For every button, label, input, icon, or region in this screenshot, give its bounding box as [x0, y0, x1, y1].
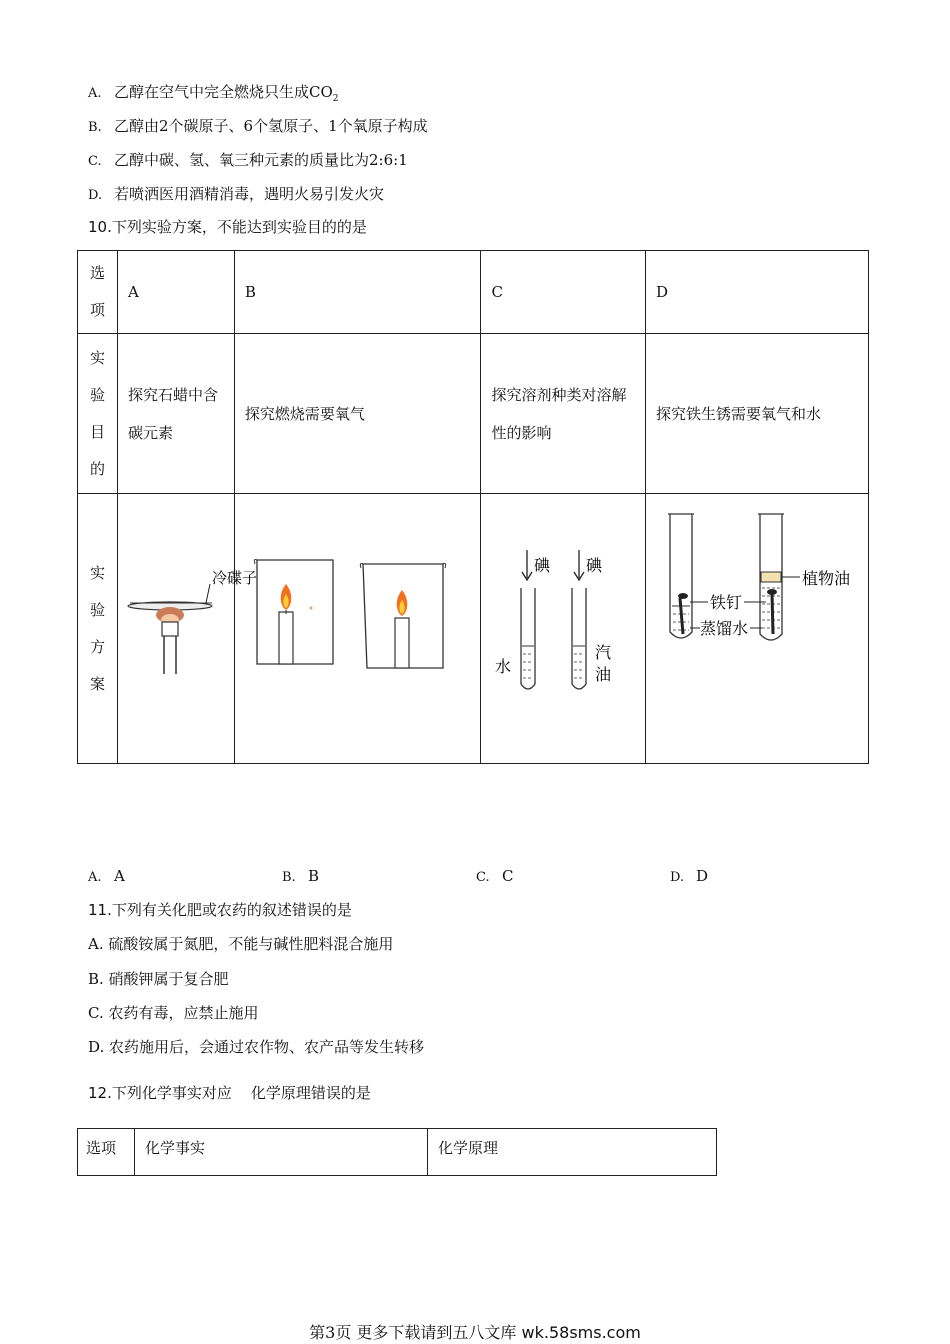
q12-table [77, 1128, 717, 1176]
purpose-d: 探究铁生锈需要氧气和水 [656, 404, 822, 423]
option-text: 若喷洒医用酒精消毒，遇明火易引发火灾 [114, 185, 385, 203]
row-head-option: 选项 [89, 264, 105, 319]
water-label: 水 [495, 657, 512, 676]
option-text: C [502, 867, 514, 885]
table-row-purpose [78, 334, 869, 494]
option-text: 乙醇在空气中完全燃烧只生成CO [114, 83, 333, 101]
option-letter: C. [476, 870, 490, 885]
q12-header-principle: 化学原理 [428, 1129, 717, 1176]
q12-stem: 12.下列化学事实对应 化学原理错误的是 [88, 1084, 371, 1102]
page-footer [0, 1320, 950, 1343]
q9-option-d [88, 184, 384, 206]
column-b-head: B [234, 251, 481, 334]
option-letter: D. [88, 188, 103, 203]
iron-nail-label: 铁钉 [710, 593, 743, 612]
q12-header-option: 选项 [78, 1129, 135, 1176]
option-letter: A. [88, 870, 102, 885]
option-text: 乙醇由2个碳原子、6个氢原子、1个氧原子构成 [114, 117, 428, 135]
q10-answer-b [282, 866, 319, 888]
q10-stem: 10.下列实验方案，不能达到实验目的的是 [88, 218, 367, 236]
purpose-b: 探究燃烧需要氧气 [244, 404, 365, 423]
candle-beaker-diagram [235, 494, 471, 759]
q10-answer-d [670, 866, 708, 888]
footer-text: 第3页 更多下载请到五八文库 [309, 1323, 517, 1342]
row-head-purpose: 实验目的 [89, 348, 105, 478]
iron-rust-diagram [646, 494, 868, 759]
option-letter: B. [88, 120, 102, 135]
option-text: 乙醇中碳、氢、氧三种元素的质量比为2:6:1 [114, 151, 408, 169]
q9-option-c [88, 150, 408, 172]
column-c-head: C [481, 251, 646, 334]
option-text: D [696, 867, 709, 885]
candle-plate-diagram [118, 494, 257, 759]
iodine-label-2: 碘 [586, 556, 603, 575]
option-letter: C. [88, 154, 102, 169]
table-row [78, 1129, 717, 1176]
iodine-solvent-diagram [481, 494, 635, 759]
purpose-a: 探究石蜡中含碳元素 [127, 385, 218, 442]
table-row-scheme [78, 494, 869, 764]
q10-table [77, 250, 869, 764]
row-head-scheme: 实验方案 [89, 563, 105, 693]
table-row-options [78, 251, 869, 334]
option-letter: A. [88, 86, 102, 101]
purpose-c: 探究溶剂种类对溶解性的影响 [491, 385, 627, 442]
footer-site: wk.58sms.com [521, 1323, 641, 1342]
vegetable-oil-label: 植物油 [802, 569, 851, 588]
gasoline-label-1: 汽 [595, 643, 612, 662]
q10-answer-a [88, 866, 125, 888]
column-a-head: A [117, 251, 234, 334]
cold-plate-label: 冷碟子 [211, 569, 257, 587]
distilled-water-label: 蒸馏水 [700, 619, 749, 638]
co2-subscript: 2 [332, 94, 339, 104]
q10-answer-c [476, 866, 513, 888]
q12-header-fact: 化学事实 [135, 1129, 428, 1176]
column-d-head: D [646, 251, 869, 334]
q11-option-d: D. 农药施用后，会通过农作物、农产品等发生转移 [88, 1038, 425, 1056]
q11-option-b: B. 硝酸钾属于复合肥 [88, 970, 229, 988]
q11-option-c: C. 农药有毒，应禁止施用 [88, 1004, 259, 1022]
q11-stem: 11.下列有关化肥或农药的叙述错误的是 [88, 901, 352, 919]
q11-option-a: A. 硫酸铵属于氮肥，不能与碱性肥料混合施用 [88, 935, 394, 953]
gasoline-label-2: 油 [595, 665, 612, 684]
option-text: A [114, 867, 125, 885]
q9-option-a [88, 82, 339, 109]
option-text: B [308, 867, 320, 885]
iodine-label-1: 碘 [534, 556, 551, 575]
option-letter: D. [670, 870, 685, 885]
option-letter: B. [282, 870, 296, 885]
q9-option-b [88, 116, 428, 138]
